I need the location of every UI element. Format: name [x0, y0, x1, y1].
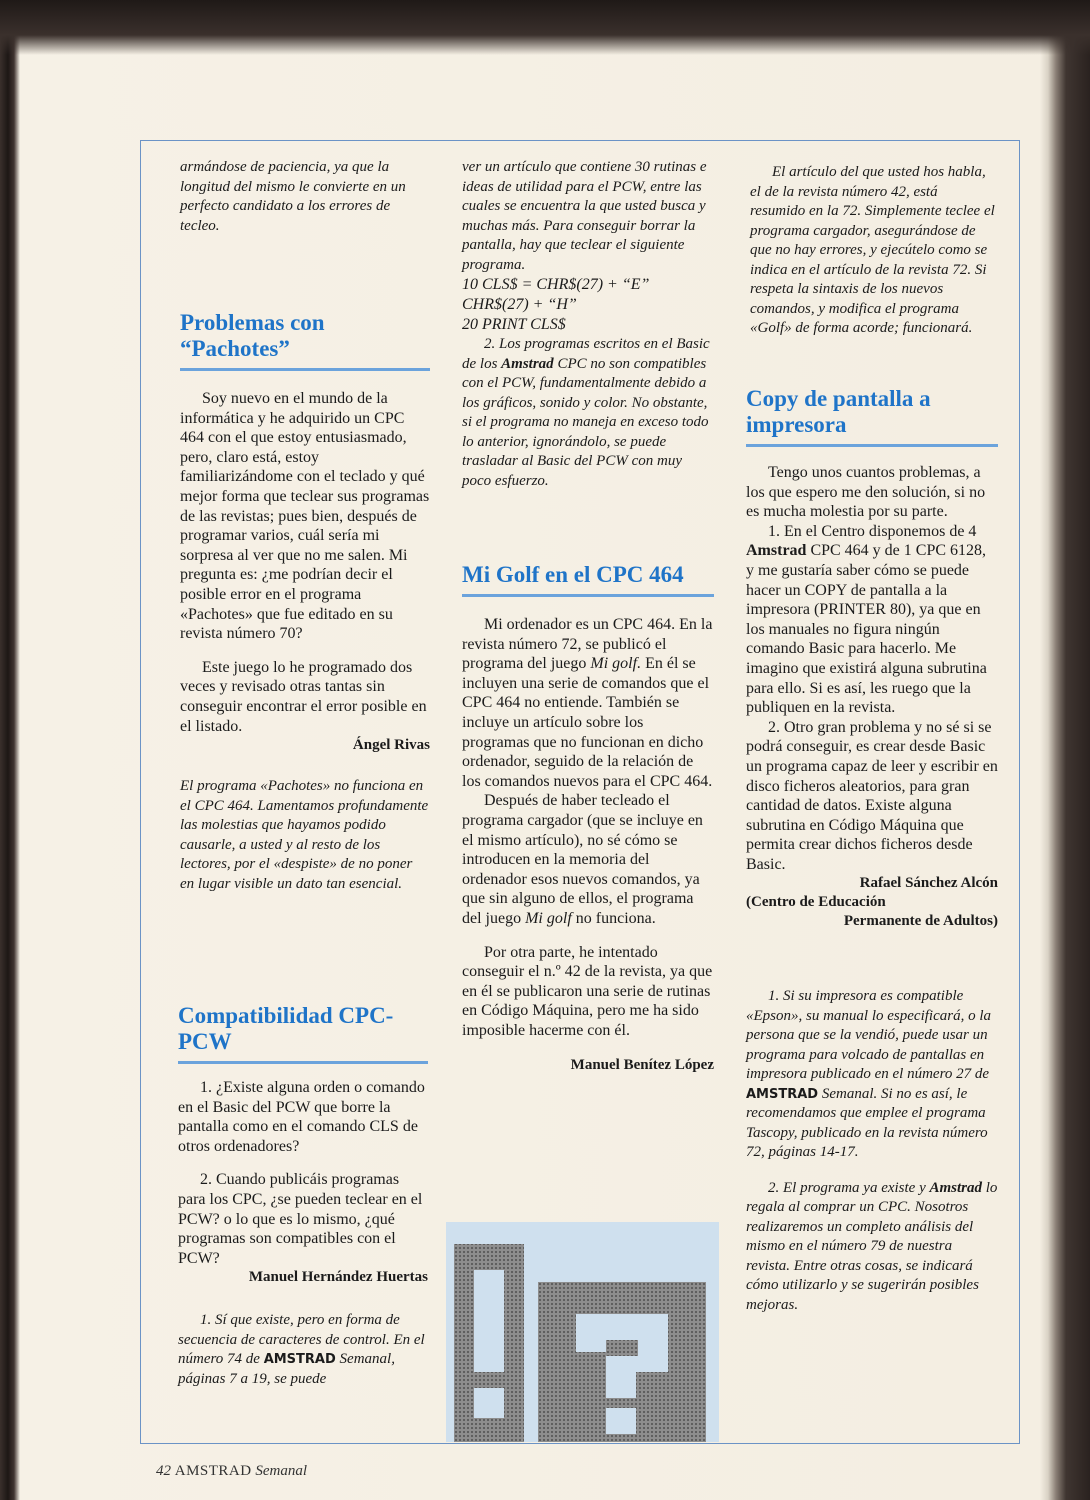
- heading-problemas-pachotes: Problemas con “Pachotes”: [180, 310, 430, 371]
- signature: Rafael Sánchez Alcón: [859, 875, 998, 892]
- letter-paragraph: Soy nuevo en el mundo de la informática y he adquirido un CPC 464 con el que estoy entusiasmado, pero, claro está, estoy familiarizándome con el teclado y qué mejor forma que teclear sus programas de las revistas; pues bien, después de programar varios, cuál sería mi sorpresa al ver que no me salen. Mi pregunta es: ¿me podrían decir el posible error en el programa «Pachotes» que fue editado en su revista número 70?: [180, 390, 430, 643]
- column-2: [462, 158, 714, 491]
- heading-mi-golf: Mi Golf en el CPC 464: [462, 562, 714, 597]
- editor-reply: 1. Si su impresora es compatible «Epson», su manual lo especificará, o la persona que se la vendió, puede usar un programa para volcado de pantallas en impresora publicado en el número 27 de AMSTRAD Semanal. Si no es así, le recomendamos que emplee el programa Tascopy, publicado en la revista número 72, páginas 14-17.: [746, 988, 991, 1161]
- column-3: [750, 163, 995, 339]
- editor-reply: El artículo del que usted hos habla, el de la revista número 42, está resumido en la 72. Simplemente teclee el programa cargador, asegurándose de que no hay errores, y ejecútelo como se indica en el artículo de la revista 72. Si respeta la sintaxis de los nuevos comandos, y modifica el programa «Golf» de forma acorde; funcionará.: [750, 164, 995, 336]
- continued-reply: ver un artículo que contiene 30 rutinas e ideas de utilidad para el PCW, entre las cuales se encuentra la que usted busca y muchas más. Para conseguir borrar la pantalla, hay que teclear el siguiente programa.: [462, 159, 707, 273]
- letter-mi-golf: [462, 562, 714, 1075]
- exclamation-question-icon: [446, 1222, 719, 1442]
- letter-paragraph: Tengo unos cuantos problemas, a los que espero me den solución, si no es mucha molestia por su parte.: [746, 464, 986, 521]
- code-line: CHR$(27) + “H”: [462, 296, 577, 313]
- letter-paragraph: Este juego lo he programado dos veces y revisado otras tantas sin conseguir encontrar el error posible en el listado.: [180, 658, 427, 735]
- signature: Manuel Benítez López: [570, 1057, 714, 1074]
- editor-reply: El programa «Pachotes» no funciona en el CPC 464. Lamentamos profundamente las molestias que hayamos podido causarle, a usted y al resto de los lectores, por el «despiste» de no poner en lugar visible un dato tan esencial.: [180, 778, 429, 892]
- letter-paragraph: 2. Cuando publicáis programas para los CPC, ¿se pueden teclear en el PCW? o lo que es lo mismo, ¿qué programas son compatibles con el PCW?: [178, 1171, 423, 1267]
- code-line: 20 PRINT CLS$: [462, 316, 566, 333]
- magazine-name: AMSTRAD: [174, 1463, 252, 1479]
- heading-compatibilidad: Compatibilidad CPC-PCW: [178, 1003, 428, 1064]
- letter-paragraph: 2. Otro gran problema y no sé si se podrá conseguir, es crear desde Basic un programa capaz de leer y escribir en disco ficheros aleatorios, para gran cantidad de datos. Existe alguna subrutina en Código Máquina que permita crear dichos ficheros desde Basic.: [746, 718, 998, 873]
- letter-paragraph: Mi ordenador es un CPC 464. En la revista número 72, se publicó el programa del juego Mi golf. En él se incluyen una serie de comandos que el CPC 464 no entiende. También se incluye un artículo sobre los programas que no funcionan en dicho ordenador, seguido de la relación de los comandos nuevos para el CPC 464.: [462, 616, 713, 790]
- letter-paragraph: Por otra parte, he intentado conseguir el n.º 42 de la revista, ya que en él se publicaron una serie de rutinas en Código Máquina, pero me ha sido imposible hacerme con él.: [462, 943, 713, 1039]
- code-line: 10 CLS$ = CHR$(27) + “E”: [462, 276, 650, 293]
- signature: Manuel Hernández Huertas: [248, 1269, 428, 1286]
- letter-compatibilidad: [178, 1003, 428, 1389]
- editor-reply: 2. El programa ya existe y Amstrad lo regala al comprar un CPC. Nosotros realizaremos un completo análisis del mismo en el número 79 de nuestra revista. Entre otras cosas, se indicará cómo utilizarlo y se sugerirán posibles mejoras.: [746, 1179, 998, 1313]
- signature: (Centro de Educación: [746, 894, 886, 911]
- page-footer: [156, 1463, 307, 1480]
- signature: Permanente de Adultos): [843, 913, 998, 930]
- editor-reply: 2. Los programas escritos en el Basic de los Amstrad CPC no son compatibles con el PCW, fundamentalmente debido a los gráficos, sonido y color. No obstante, si el programa no maneja en exceso todo lo anterior, ignorándolo, se puede trasladar al Basic del PCW con muy poco esfuerzo.: [462, 336, 710, 489]
- editor-reply: 1. Sí que existe, pero en forma de secuencia de caracteres de control. En el número 74 de AMSTRAD Semanal, páginas 7 a 19, se puede: [178, 1312, 425, 1387]
- letter-copy-pantalla: [746, 386, 998, 1315]
- scan-shadow: [0, 0, 1090, 55]
- column-1: [180, 158, 430, 236]
- page-number: 42: [156, 1463, 171, 1479]
- letter-paragraph: 1. En el Centro disponemos de 4 Amstrad CPC 464 y de 1 CPC 6128, y me gustaría saber cómo se puede hacer un COPY de pantalla a la impresora (PRINTER 80), ya que en los manuales no figura ningún comando Basic para hacerlo. Me imagino que existirá alguna subrutina para ello. Si es así, les ruego que la publiquen en la revista.: [746, 522, 987, 717]
- letter-paragraph: 1. ¿Existe alguna orden o comando en el Basic del PCW que borre la pantalla como en el comando CLS de otros ordenadores?: [178, 1079, 425, 1155]
- question-illustration: [446, 1222, 719, 1442]
- letter-pachotes: [180, 310, 430, 894]
- heading-copy-pantalla: Copy de pantalla a impresora: [746, 386, 998, 447]
- signature: Ángel Rivas: [352, 737, 430, 754]
- letter-paragraph: Después de haber tecleado el programa cargador (que se incluye en el mismo artículo), no sé cómo se introducen en la memoria del ordenador esos nuevos comandos, ya que sin alguno de ellos, el programa del juego Mi golf no funciona.: [462, 792, 703, 927]
- continued-text: armándose de paciencia, ya que la longitud del mismo le convierte en un perfecto candidato a los errores de tecleo.: [180, 159, 406, 234]
- magazine-suffix: Semanal: [255, 1463, 308, 1479]
